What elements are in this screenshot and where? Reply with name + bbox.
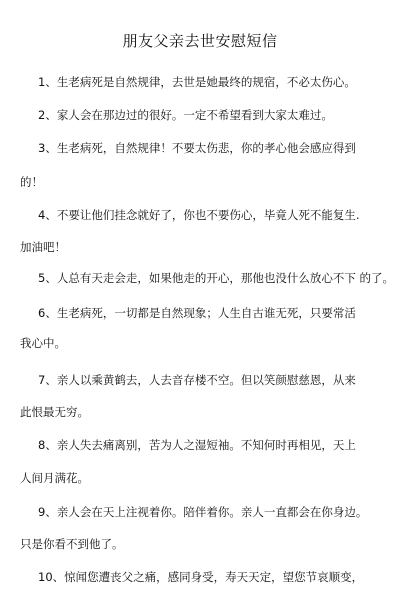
item-1-line-1: 1、生老病死是自然规律，去世是她最终的规宿，不必太伤心。: [38, 75, 356, 89]
item-6-line-2: 我心中。: [20, 336, 66, 350]
item-9-line-1: 9、亲人会在天上注视着你。陪伴着你。亲人一直都会在你身边。: [38, 505, 368, 519]
page-title: 朋友父亲去世安慰短信: [122, 32, 278, 50]
item-2-line-1: 2、家人会在那边过的很好。一定不希望看到大家太难过。: [38, 108, 333, 122]
item-8-line-1: 8、亲人失去痛离别，苦为人之湿短袖。不知何时再相见，天上: [38, 438, 356, 452]
item-7-line-1: 7、亲人以乘黄鹤去，人去音存楼不空。但以笑颜慰慈恩，从来: [38, 373, 356, 387]
item-10-line-1: 10、惊闻您遭丧父之痛，感同身受，寿天天定，望您节哀顺变，: [38, 570, 364, 584]
item-4-line-2: 加油吧！: [20, 240, 66, 254]
item-3-line-2: 的！: [20, 175, 43, 189]
item-9-line-2: 只是你看不到他了。: [20, 537, 124, 551]
item-4-line-1: 4、不要让他们挂念就好了，你也不要伤心，毕竟人死不能复生.: [38, 208, 360, 222]
item-8-line-2: 人间月满花。: [20, 471, 89, 485]
item-7-line-2: 此恨最无穷。: [20, 405, 89, 419]
item-3-line-1: 3、生老病死，自然规律！不要太伤悲，你的孝心他会感应得到: [38, 141, 356, 155]
item-5-line-1: 5、人总有天走会走，如果他走的开心，那他也没什么放心不下 的了。: [38, 271, 394, 285]
item-6-line-1: 6、生老病死，一切都是自然现象；人生自古谁无死，只要常活: [38, 306, 356, 320]
